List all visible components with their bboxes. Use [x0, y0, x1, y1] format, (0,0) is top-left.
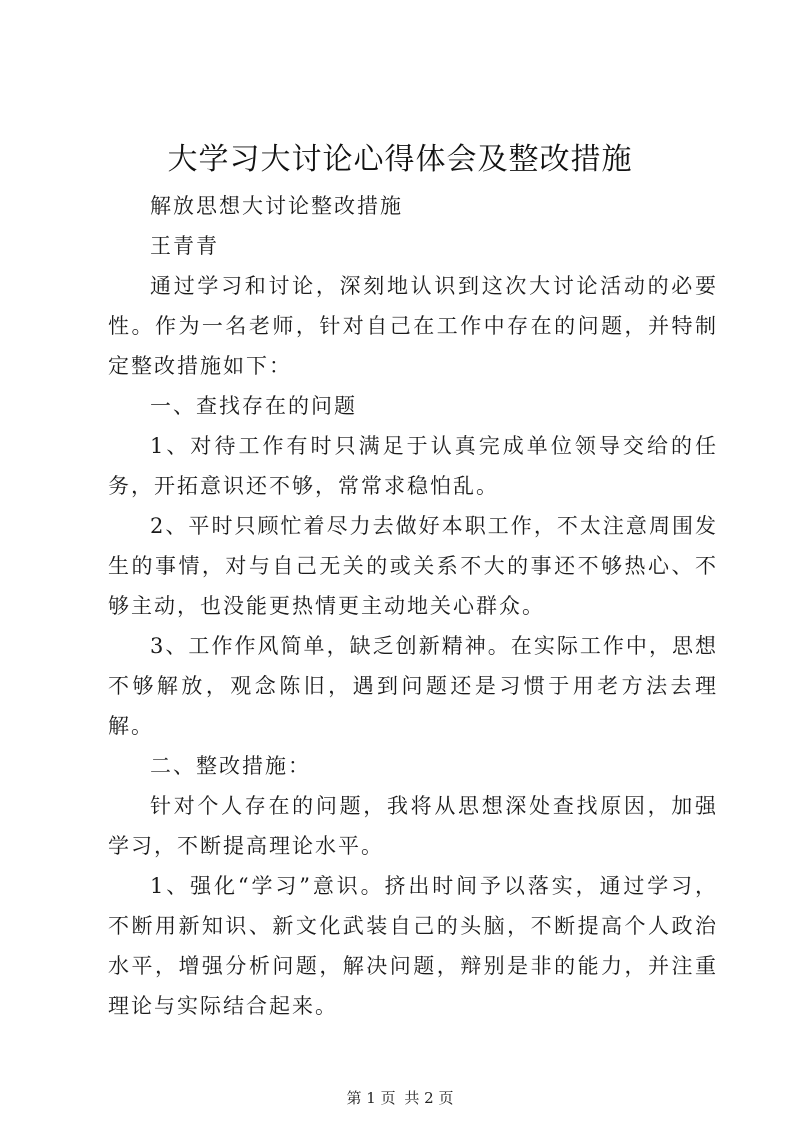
document-body — [108, 186, 718, 1026]
paragraph-subtitle: 解放思想大讨论整改措施 — [150, 194, 403, 218]
paragraph-author: 王青青 — [150, 234, 219, 258]
paragraph-problem-3: 3、工作作风简单，缺乏创新精神。在实际工作中，思想不够解放，观念陈旧，遇到问题还是习惯于用老方法去理解。 — [108, 634, 718, 738]
paragraph-measures-intro: 针对个人存在的问题，我将从思想深处查找原因，加强学习，不断提高理论水平。 — [108, 794, 718, 858]
paragraph-heading-problems: 一、查找存在的问题 — [150, 394, 357, 418]
document-title: 大学习大讨论心得体会及整改措施 — [167, 142, 633, 177]
total-pages: 共 2 页 — [404, 1089, 454, 1107]
paragraph-intro: 通过学习和讨论，深刻地认识到这次大讨论活动的必要性。作为一名老师，针对自己在工作中存在的问题，并特制定整改措施如下： — [108, 274, 718, 378]
paragraph-heading-measures: 二、整改措施： — [150, 754, 311, 778]
page-footer — [0, 1088, 800, 1108]
paragraph-measure-1: 1、强化“学习”意识。挤出时间予以落实，通过学习，不断用新知识、新文化武装自己的头脑，不断提高个人政治水平，增强分析问题，解决问题，辩别是非的能力，并注重理论与实际结合起来。 — [108, 874, 718, 1018]
page-number: 第 1 页 — [346, 1089, 396, 1107]
paragraph-problem-2: 2、平时只顾忙着尽力去做好本职工作，不太注意周围发生的事情，对与自己无关的或关系不大的事还不够热心、不够主动，也没能更热情更主动地关心群众。 — [108, 514, 718, 618]
paragraph-problem-1: 1、对待工作有时只满足于认真完成单位领导交给的任务，开拓意识还不够，常常求稳怕乱。 — [108, 434, 718, 498]
